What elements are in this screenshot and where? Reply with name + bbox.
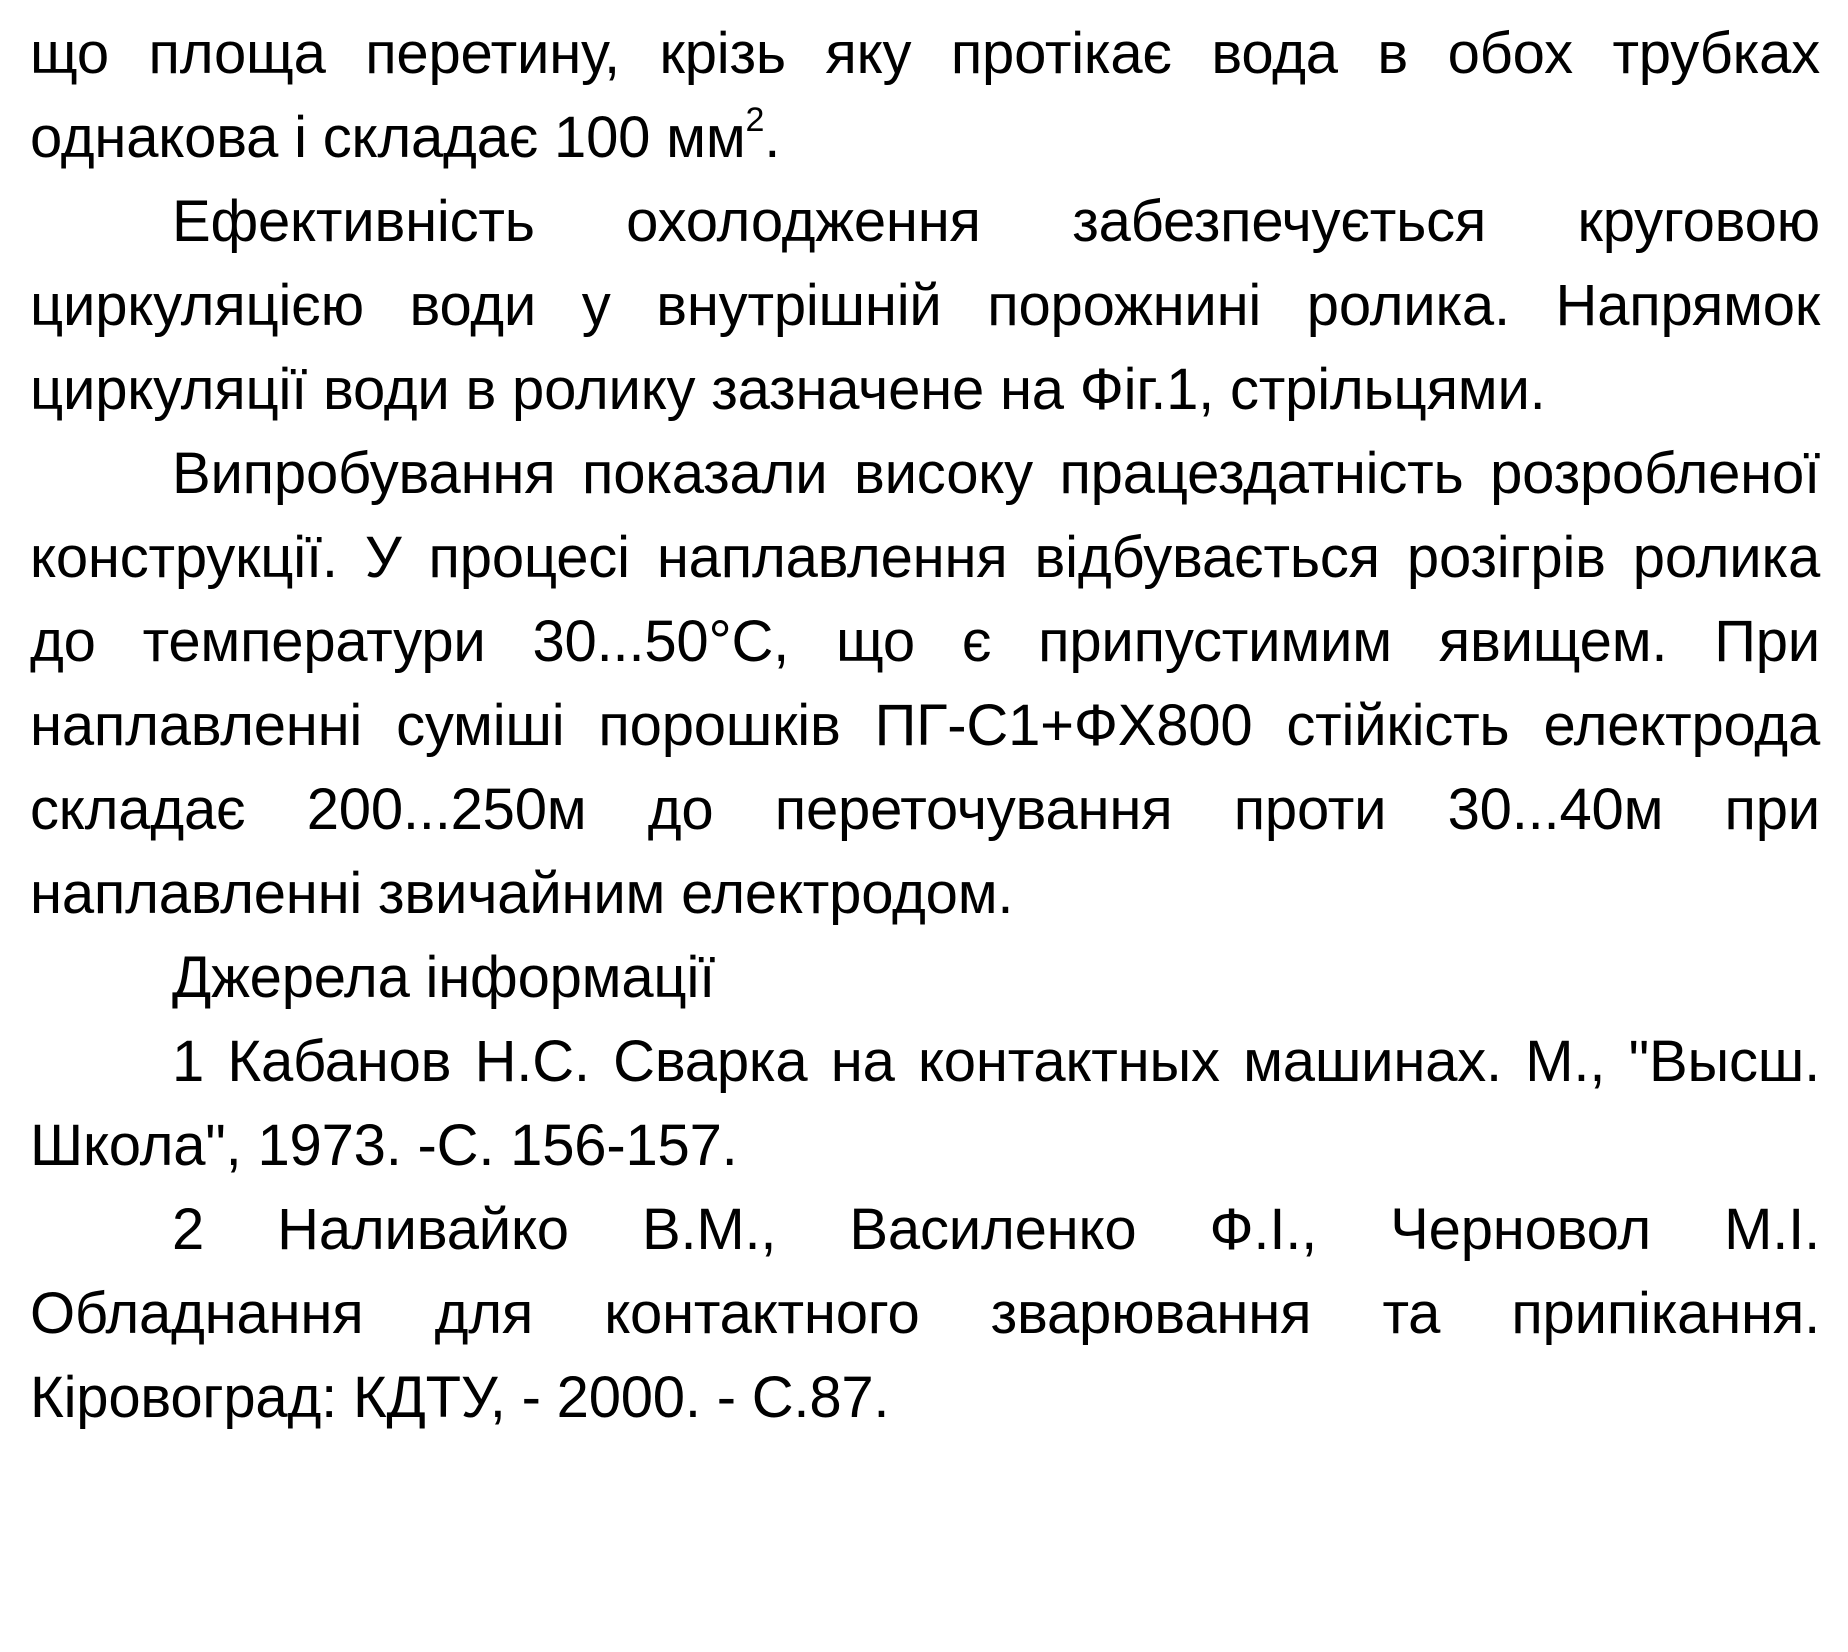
document-page xyxy=(30,12,1820,1440)
reference-item-1: 1 Кабанов Н.С. Сварка на контактных машинах. М., "Высш. Школа", 1973. -С. 156-157. xyxy=(30,1029,1820,1178)
paragraph-text-end: . xyxy=(764,105,781,170)
paragraph-test-results: Випробування показали високу працездатність розробленої конструкції. У процесі наплавлення відбувається розігрів ролика до температури 30...50°С, що є припустимим явищем. При наплавленні суміші порошків ПГ-С1+ФХ800 стійкість електрода складає 200...250м до переточування проти 30...40м при наплавленні звичайним електродом. xyxy=(30,441,1820,926)
sources-heading: Джерела інформації xyxy=(172,945,716,1010)
reference-item-2: 2 Наливайко В.М., Василенко Ф.І., Черновол М.І. Обладнання для контактного зварювання та припікання. Кіровоград: КДТУ, - 2000. - С.87. xyxy=(30,1197,1820,1430)
superscript-exponent: 2 xyxy=(745,101,765,139)
paragraph-cooling-efficiency: Ефективність охолодження забезпечується круговою циркуляцією води у внутрішній порожнині ролика. Напрямок циркуляції води в ролику зазначене на Фіг.1, стрільцями. xyxy=(30,189,1820,422)
paragraph-text: що площа перетину, крізь яку протікає вода в обох трубках однакова і складає 100 мм xyxy=(30,21,1820,170)
paragraph-cross-section xyxy=(30,12,1820,180)
